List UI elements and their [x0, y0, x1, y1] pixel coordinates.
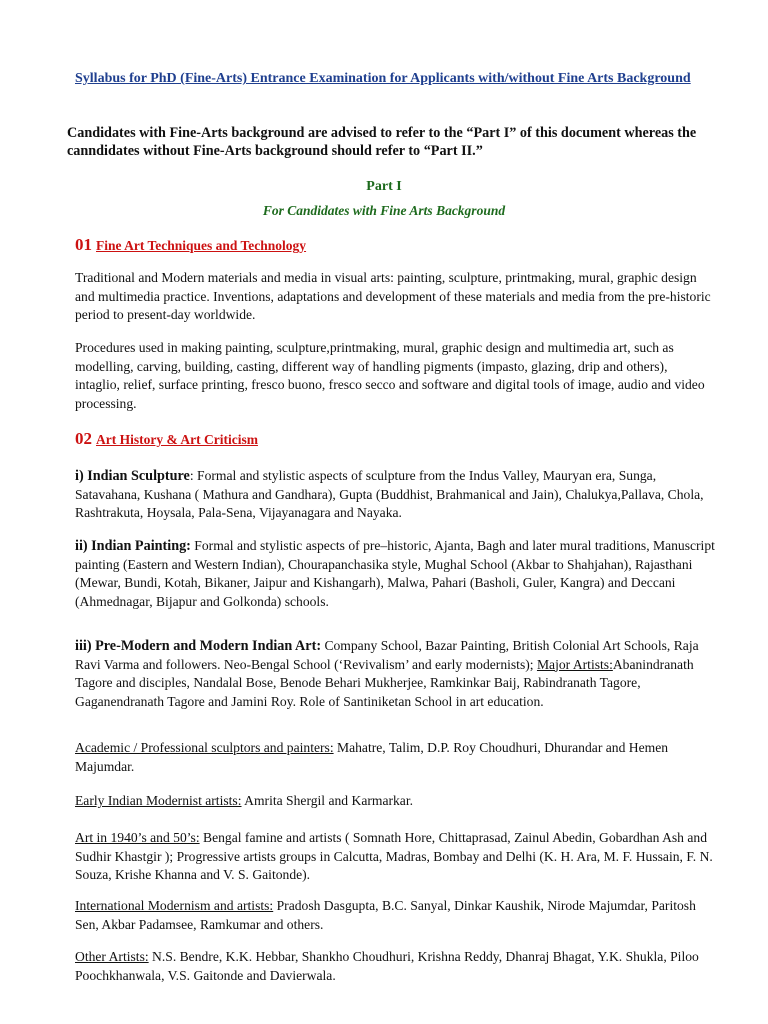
section-title: Art History & Art Criticism — [96, 432, 258, 447]
item-text: Company School, Bazar Painting, British Colonial Art Schools, Raja Ravi Varma and followers. Neo-Bengal School (‘Revivalism’ and early modernists); — [75, 638, 699, 672]
item-text: : Formal and stylistic aspects of sculpture from the Indus Valley, Mauryan era, Sunga, Satavahana, Kushana ( Mathura and Gandhara), Gupta (Buddhist, Brahmanical and Jain), Chalukya,Pallava, Chola, Rashtrakuta, Hoysala, Pala-Sena, Vijayanagara and Nayaka. — [75, 468, 704, 521]
item-text: Amrita Shergil and Karmarkar. — [241, 793, 414, 808]
item-text: Formal and stylistic aspects of pre–historic, Ajanta, Bagh and later mural traditions, Manuscript painting (Eastern and Western Indian), Chourapanchasika style, Mughal School (Akbar to Shahjahan), Rajasthani (Mewar, Bundi, Kotah, Bikaner, Jaipur and Kishangarh), Malwa, Pahari (Basholi, Guler, Kangra) and Deccani (Ahmednagar, Bijapur and Golkonda) schools. — [75, 538, 715, 609]
indian-painting-paragraph — [75, 537, 715, 611]
item-text: Mahatre, Talim, D.P. Roy Choudhuri, Dhurandar and Hemen Majumdar. — [75, 740, 669, 774]
early-modernists-paragraph — [75, 792, 715, 811]
item-label: i) Indian Sculpture — [75, 468, 190, 484]
section-01-paragraph-2: Procedures used in making painting, sculpture,printmaking, mural, graphic design and multimedia art, such as modelling, carving, building, casting, different way of handling pigments (impasto, glazing, drip and others), intaglio, relief, surface printing, fresco buono, fresco secco and software and digital tools of image, audio and video processing. — [75, 340, 705, 411]
item-label: Early Indian Modernist artists: — [75, 793, 242, 808]
major-artists-label: Major Artists: — [536, 656, 613, 672]
other-artists-paragraph — [75, 948, 715, 985]
intro-paragraph: Candidates with Fine-Arts background are advised to refer to the “Part I” of this document whereas the canndidates without Fine-Arts background should refer to “Part II.” — [67, 125, 697, 159]
section-heading-01 — [75, 235, 306, 255]
international-modernism-paragraph — [75, 897, 715, 934]
item-text: Bengal famine and artists ( Somnath Hore, Chittaprasad, Zainul Abedin, Gobardhan Ash and Sudhir Khastgir ); Progressive artists groups in Calcutta, Madras, Bombay and Delhi (K. H. Ara, M. F. Hussain, F. N. Souza, Krishe Khanna and V. S. Gaitonde). — [75, 830, 713, 883]
indian-sculpture-paragraph — [75, 467, 715, 523]
item-label: International Modernism and artists: — [75, 898, 274, 913]
part-subtitle: For Candidates with Fine Arts Background — [262, 203, 506, 218]
modern-indian-art-paragraph — [75, 637, 715, 711]
major-artists-text: Abanindranath Tagore and disciples, Nandalal Bose, Benode Behari Mukherjee, Ramkinkar Baij, Rabindranath Tagore, Gaganendranath Tagore and Jamini Roy. Role of Santiniketan School in art education. — [75, 656, 694, 709]
section-number: 02 — [75, 429, 92, 448]
item-text: Pradosh Dasgupta, B.C. Sanyal, Dinkar Kaushik, Nirode Majumdar, Paritosh Sen, Akbar Padamsee, Ramkumar and others. — [75, 898, 696, 932]
item-label: ii) Indian Painting: — [75, 538, 191, 554]
academic-artists-paragraph — [75, 739, 715, 776]
item-label: Other Artists: — [75, 949, 149, 964]
item-label: Art in 1940’s and 50’s: — [75, 830, 200, 845]
part-title: Part I — [366, 179, 402, 194]
section-number: 01 — [75, 235, 92, 254]
art-1940s-paragraph — [75, 829, 715, 885]
section-heading-02 — [75, 429, 258, 449]
section-title: Fine Art Techniques and Technology — [96, 238, 307, 253]
item-text: N.S. Bendre, K.K. Hebbar, Shankho Choudhuri, Krishna Reddy, Dhanraj Bhagat, Y.K. Shukla, Piloo Poochkhanwala, V.S. Gaitonde and Davierwala. — [75, 949, 699, 983]
item-label: Academic / Professional sculptors and painters: — [75, 740, 334, 755]
item-label: iii) Pre-Modern and Modern Indian Art: — [75, 638, 322, 654]
section-01-paragraph-1: Traditional and Modern materials and media in visual arts: painting, sculpture, printmaking, mural, graphic design and multimedia practice. Inventions, adaptations and development of these materials and media from the pre-historic period to present-day worldwide. — [75, 270, 711, 323]
document-title: Syllabus for PhD (Fine-Arts) Entrance Examination for Applicants with/without Fine Arts Background — [75, 71, 691, 86]
